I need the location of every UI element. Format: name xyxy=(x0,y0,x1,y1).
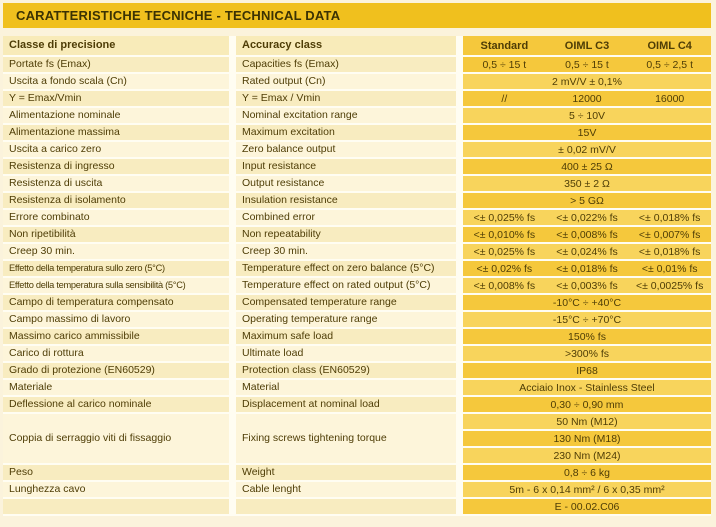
row-value-line: 50 Nm (M12) xyxy=(463,414,711,429)
table-row xyxy=(3,261,711,276)
row-values xyxy=(463,482,711,497)
row-value: <± 0,008% fs xyxy=(473,279,536,292)
header-col-standard: Standard xyxy=(480,39,529,52)
row-value-line: 230 Nm (M24) xyxy=(463,448,711,463)
row-value: ± 0,02 mV/V xyxy=(463,142,711,157)
row-label-it: Portate fs (Emax) xyxy=(3,57,229,72)
row-label-it: Grado di protezione (EN60529) xyxy=(3,363,229,378)
column-gap xyxy=(456,91,463,106)
row-label-en: Cable lenght xyxy=(236,482,456,497)
row-value: 0,8 ÷ 6 kg xyxy=(463,465,711,480)
row-value: 150% fs xyxy=(463,329,711,344)
row-value: // xyxy=(501,92,508,105)
row-label-en: Fixing screws tightening torque xyxy=(236,414,456,463)
column-gap xyxy=(456,159,463,174)
row-value: E - 00.02.C06 xyxy=(463,499,711,514)
row-value: >300% fs xyxy=(463,346,711,361)
header-col-oiml-c4: OIML C4 xyxy=(647,39,692,52)
column-gap xyxy=(229,125,236,140)
table-row xyxy=(3,227,711,242)
row-value: <± 0,018% fs xyxy=(638,245,701,258)
row-value: <± 0,024% fs xyxy=(556,245,618,258)
column-gap xyxy=(456,278,463,293)
row-label-it: Coppia di serraggio viti di fissaggio xyxy=(3,414,229,463)
column-gap xyxy=(229,329,236,344)
column-gap xyxy=(456,465,463,480)
row-label-it: Alimentazione massima xyxy=(3,125,229,140)
column-gap xyxy=(229,295,236,310)
row-values xyxy=(463,210,711,225)
column-gap xyxy=(229,499,236,514)
row-value: 15V xyxy=(463,125,711,140)
column-gap xyxy=(229,414,236,463)
column-gap xyxy=(456,74,463,89)
row-value-line: 130 Nm (M18) xyxy=(463,431,711,446)
row-label-en: Temperature effect on rated output (5°C) xyxy=(236,278,456,293)
row-label-en: Output resistance xyxy=(236,176,456,191)
row-value: <± 0,010% fs xyxy=(473,228,536,241)
table-row xyxy=(3,57,711,72)
column-gap xyxy=(229,74,236,89)
column-gap xyxy=(229,176,236,191)
row-values xyxy=(463,397,711,412)
row-label-it xyxy=(3,499,229,514)
row-value: 5 ÷ 10V xyxy=(463,108,711,123)
row-label-en: Compensated temperature range xyxy=(236,295,456,310)
column-gap xyxy=(456,142,463,157)
row-value: IP68 xyxy=(463,363,711,378)
column-gap xyxy=(229,380,236,395)
table-row xyxy=(3,244,711,259)
row-values xyxy=(463,278,711,293)
column-gap xyxy=(456,482,463,497)
column-gap xyxy=(456,261,463,276)
column-gap xyxy=(229,36,236,55)
column-gap xyxy=(456,193,463,208)
header-value-columns xyxy=(463,36,711,55)
row-label-it: Deflessione al carico nominale xyxy=(3,397,229,412)
column-gap xyxy=(229,465,236,480)
row-values xyxy=(463,57,711,72)
row-label-en: Input resistance xyxy=(236,159,456,174)
table-row xyxy=(3,346,711,361)
column-gap xyxy=(456,244,463,259)
row-label-it: Uscita a carico zero xyxy=(3,142,229,157)
table-row xyxy=(3,312,711,327)
table-row xyxy=(3,397,711,412)
row-values xyxy=(463,312,711,327)
row-value: <± 0,007% fs xyxy=(638,228,701,241)
row-label-en: Ultimate load xyxy=(236,346,456,361)
row-values xyxy=(463,261,711,276)
row-value: <± 0,003% fs xyxy=(556,279,618,292)
table-row xyxy=(3,465,711,480)
row-values xyxy=(463,414,711,463)
row-label-en: Y = Emax / Vmin xyxy=(236,91,456,106)
table-row xyxy=(3,414,711,463)
row-values xyxy=(463,363,711,378)
table-row xyxy=(3,278,711,293)
row-label-it: Effetto della temperatura sullo zero (5°C) xyxy=(3,261,229,276)
row-label-en: Displacement at nominal load xyxy=(236,397,456,412)
row-value: 0,5 ÷ 15 t xyxy=(565,58,609,71)
column-gap xyxy=(456,329,463,344)
column-gap xyxy=(456,57,463,72)
row-label-it: Massimo carico ammissibile xyxy=(3,329,229,344)
column-gap xyxy=(456,227,463,242)
row-value: -10°C ÷ +40°C xyxy=(463,295,711,310)
row-label-it: Errore combinato xyxy=(3,210,229,225)
row-value: <± 0,0025% fs xyxy=(636,279,704,292)
table-row xyxy=(3,499,711,514)
row-value: <± 0,022% fs xyxy=(556,211,618,224)
column-gap xyxy=(456,346,463,361)
column-gap xyxy=(229,363,236,378)
row-values xyxy=(463,108,711,123)
page-title: CARATTERISTICHE TECNICHE - TECHNICAL DATA xyxy=(3,3,711,28)
row-value: 2 mV/V ± 0,1% xyxy=(463,74,711,89)
row-values xyxy=(463,465,711,480)
column-gap xyxy=(229,159,236,174)
row-values xyxy=(463,244,711,259)
table-row xyxy=(3,159,711,174)
row-label-it: Alimentazione nominale xyxy=(3,108,229,123)
row-values xyxy=(463,125,711,140)
header-col-oiml-c3: OIML C3 xyxy=(564,39,610,52)
row-label-it: Peso xyxy=(3,465,229,480)
row-label-en: Operating temperature range xyxy=(236,312,456,327)
row-value: -15°C ÷ +70°C xyxy=(463,312,711,327)
row-label-en: Insulation resistance xyxy=(236,193,456,208)
row-label-en: Protection class (EN60529) xyxy=(236,363,456,378)
table-row xyxy=(3,482,711,497)
row-value: <± 0,025% fs xyxy=(473,245,536,258)
row-value: 0,5 ÷ 2,5 t xyxy=(646,58,693,71)
table-row xyxy=(3,108,711,123)
row-label-en: Creep 30 min. xyxy=(236,244,456,259)
column-gap xyxy=(229,91,236,106)
row-values xyxy=(463,142,711,157)
row-value: <± 0,02% fs xyxy=(476,262,533,275)
row-values xyxy=(463,346,711,361)
spec-table xyxy=(3,36,711,516)
column-gap xyxy=(456,397,463,412)
column-gap xyxy=(229,261,236,276)
column-gap xyxy=(456,380,463,395)
table-row xyxy=(3,125,711,140)
row-value: 350 ± 2 Ω xyxy=(463,176,711,191)
column-gap xyxy=(456,36,463,55)
row-label-en: Capacities fs (Emax) xyxy=(236,57,456,72)
table-row xyxy=(3,176,711,191)
column-gap xyxy=(229,57,236,72)
row-value: <± 0,018% fs xyxy=(556,262,618,275)
row-value: 0,5 ÷ 15 t xyxy=(482,58,527,71)
row-label-en: Maximum excitation xyxy=(236,125,456,140)
table-body xyxy=(3,57,711,514)
row-value: 0,30 ÷ 0,90 mm xyxy=(463,397,711,412)
table-row xyxy=(3,329,711,344)
column-gap xyxy=(229,244,236,259)
row-value: <± 0,01% fs xyxy=(641,262,698,275)
column-gap xyxy=(456,499,463,514)
table-row xyxy=(3,74,711,89)
row-value: 5m - 6 x 0,14 mm² / 6 x 0,35 mm² xyxy=(463,482,711,497)
row-label-it: Campo massimo di lavoro xyxy=(3,312,229,327)
row-label-en: Material xyxy=(236,380,456,395)
row-value: > 5 GΩ xyxy=(463,193,711,208)
column-gap xyxy=(229,278,236,293)
column-gap xyxy=(229,193,236,208)
table-row xyxy=(3,91,711,106)
column-gap xyxy=(456,210,463,225)
row-label-en: Nominal excitation range xyxy=(236,108,456,123)
header-accuracy-class-it: Classe di precisione xyxy=(3,36,229,55)
row-label-it: Effetto della temperatura sulla sensibilità (5°C) xyxy=(3,278,229,293)
row-values xyxy=(463,159,711,174)
row-label-en: Weight xyxy=(236,465,456,480)
column-gap xyxy=(456,312,463,327)
column-gap xyxy=(229,227,236,242)
row-value: 400 ± 25 Ω xyxy=(463,159,711,174)
row-label-en: Rated output (Cn) xyxy=(236,74,456,89)
row-values xyxy=(463,295,711,310)
row-values xyxy=(463,176,711,191)
row-label-en: Zero balance output xyxy=(236,142,456,157)
row-label-it: Lunghezza cavo xyxy=(3,482,229,497)
column-gap xyxy=(456,176,463,191)
row-label-it: Resistenza di isolamento xyxy=(3,193,229,208)
column-gap xyxy=(456,363,463,378)
column-gap xyxy=(456,414,463,463)
row-value: <± 0,025% fs xyxy=(473,211,536,224)
table-row xyxy=(3,210,711,225)
column-gap xyxy=(456,125,463,140)
table-row xyxy=(3,363,711,378)
row-label-it: Creep 30 min. xyxy=(3,244,229,259)
row-values xyxy=(463,329,711,344)
table-row xyxy=(3,380,711,395)
column-gap xyxy=(229,210,236,225)
row-label-it: Carico di rottura xyxy=(3,346,229,361)
column-gap xyxy=(229,397,236,412)
row-label-it: Campo di temperatura compensato xyxy=(3,295,229,310)
row-label-en: Maximum safe load xyxy=(236,329,456,344)
row-label-en: Non repeatability xyxy=(236,227,456,242)
table-row xyxy=(3,193,711,208)
row-label-en: Combined error xyxy=(236,210,456,225)
row-values xyxy=(463,193,711,208)
row-value: 16000 xyxy=(655,92,685,105)
column-gap xyxy=(229,482,236,497)
row-label-it: Resistenza di uscita xyxy=(3,176,229,191)
column-gap xyxy=(229,346,236,361)
row-values xyxy=(463,74,711,89)
row-label-it: Y = Emax/Vmin xyxy=(3,91,229,106)
row-values xyxy=(463,91,711,106)
row-values xyxy=(463,227,711,242)
table-row xyxy=(3,142,711,157)
table-row xyxy=(3,295,711,310)
column-gap xyxy=(229,108,236,123)
table-header-row xyxy=(3,36,711,55)
column-gap xyxy=(229,312,236,327)
row-value: <± 0,008% fs xyxy=(556,228,618,241)
row-values xyxy=(463,499,711,514)
row-value: <± 0,018% fs xyxy=(638,211,701,224)
row-label-it: Non ripetibilità xyxy=(3,227,229,242)
row-label-en: Temperature effect on zero balance (5°C) xyxy=(236,261,456,276)
header-accuracy-class-en: Accuracy class xyxy=(236,36,456,55)
column-gap xyxy=(456,295,463,310)
row-label-it: Uscita a fondo scala (Cn) xyxy=(3,74,229,89)
column-gap xyxy=(456,108,463,123)
row-value: Acciaio Inox - Stainless Steel xyxy=(463,380,711,395)
row-values xyxy=(463,380,711,395)
row-value: 12000 xyxy=(572,92,602,105)
row-label-it: Materiale xyxy=(3,380,229,395)
column-gap xyxy=(229,142,236,157)
row-label-it: Resistenza di ingresso xyxy=(3,159,229,174)
row-label-en xyxy=(236,499,456,514)
